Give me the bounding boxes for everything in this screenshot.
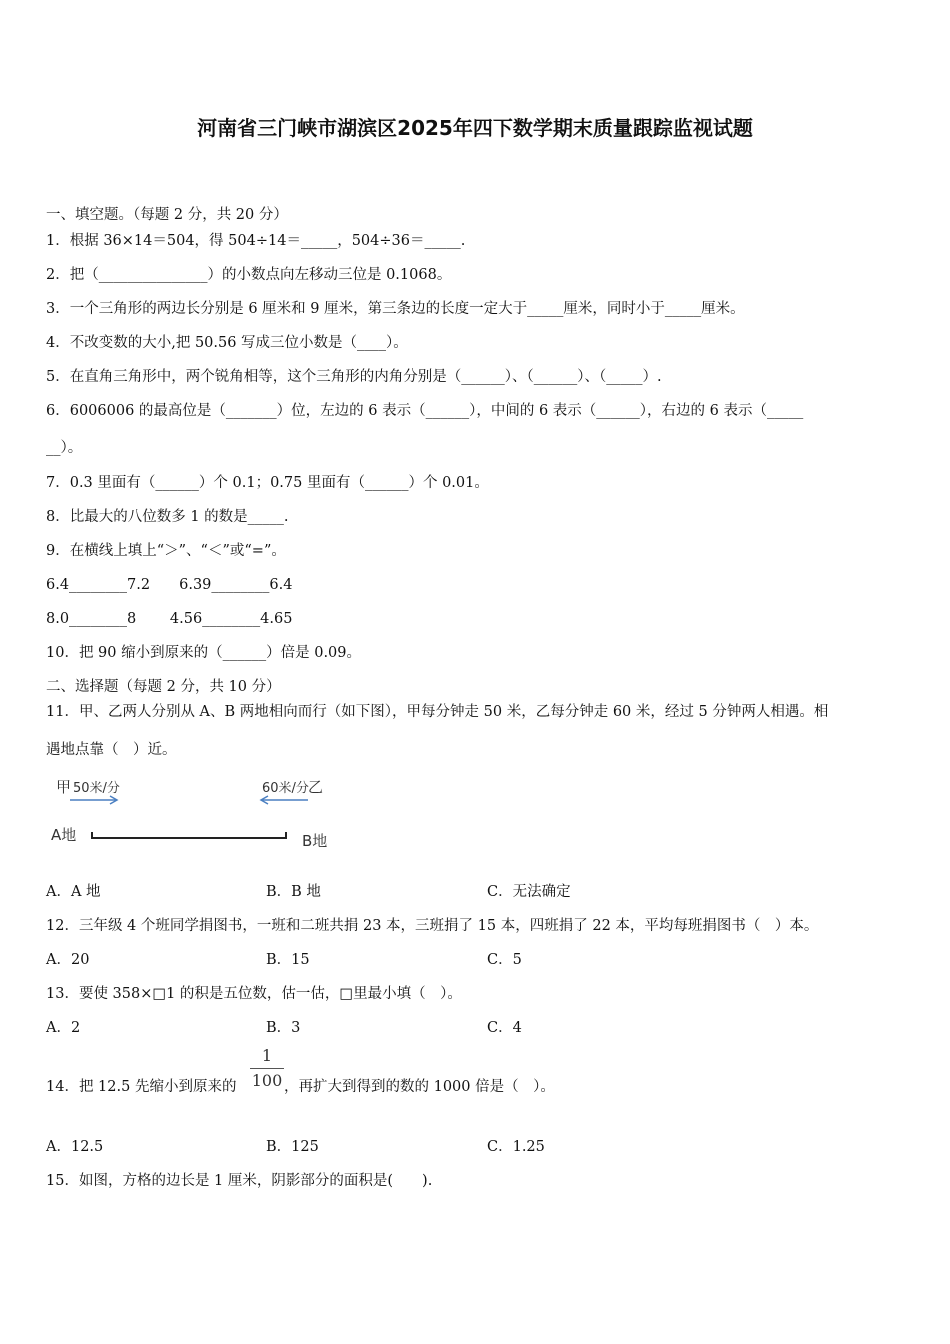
question-6-continued: __）。 <box>46 440 83 456</box>
question-11: 11．甲、乙两人分别从 A、B 两地相向而行（如下图），甲每分钟走 50 米，乙每分钟走 60 米，经过 5 分钟两人相遇。相 <box>46 704 829 720</box>
question-8: 8．比最大的八位数多 1 的数是_____. <box>46 509 289 525</box>
question-9-row-2: 8.0________8 4.56________4.65 <box>46 611 293 627</box>
question-10: 10．把 90 缩小到原来的（______）倍是 0.09。 <box>46 645 362 661</box>
section-heading-multiple-choice: 二、选择题（每题 2 分，共 10 分） <box>46 679 281 695</box>
question-6: 6．6006006 的最高位是（_______）位，左边的 6 表示（______），中间的 6 表示（______），右边的 6 表示（_____ <box>46 403 804 419</box>
person-jia-label: 甲 <box>56 778 72 796</box>
q12-option-b: B．15 <box>266 952 310 968</box>
question-2: 2．把（_______________）的小数点向左移动三位是 0.1068。 <box>46 267 452 283</box>
point-b-label: B地 <box>302 832 328 850</box>
q14-option-c: C．1.25 <box>487 1139 545 1155</box>
question-14-suffix: ，再扩大到得到的数的 1000 倍是（ ）。 <box>284 1079 555 1095</box>
page-title: 河南省三门峡市湖滨区2025年四下数学期末质量跟踪监视试题 <box>197 116 753 140</box>
q13-option-b: B．3 <box>266 1020 301 1036</box>
fraction-denominator: 100 <box>251 1071 283 1090</box>
q12-option-c: C．5 <box>487 952 522 968</box>
q11-option-a: A．A 地 <box>46 884 101 900</box>
question-1: 1．根据 36×14＝504，得 504÷14＝_____，504÷36＝_____. <box>46 233 466 249</box>
question-9: 9．在横线上填上“＞”、“＜”或“=”。 <box>46 543 286 559</box>
question-3: 3．一个三角形的两边长分别是 6 厘米和 9 厘米，第三条边的长度一定大于_____厘米，同时小于_____厘米。 <box>46 301 745 317</box>
question-7: 7．0.3 里面有（______）个 0.1；0.75 里面有（______）个 0.01。 <box>46 475 489 491</box>
fraction-numerator: 1 <box>261 1046 273 1065</box>
section-heading-fill-in: 一、填空题。（每题 2 分，共 20 分） <box>46 207 288 223</box>
question-13: 13．要使 358×□1 的积是五位数，估一估，□里最小填（ ）。 <box>46 986 462 1002</box>
question-4: 4．不改变数的大小,把 50.56 写成三位小数是（____）。 <box>46 335 408 351</box>
question-14-prefix: 14．把 12.5 先缩小到原来的 <box>46 1079 237 1095</box>
q11-option-c: C．无法确定 <box>487 884 571 900</box>
q12-option-a: A．20 <box>46 952 90 968</box>
fraction-bar <box>250 1068 284 1069</box>
fraction-one-hundredth <box>250 1046 284 1091</box>
q14-option-b: B．125 <box>266 1139 319 1155</box>
person-yi-speed: 60米/分 <box>262 781 309 796</box>
question-9-row-1: 6.4________7.2 6.39________6.4 <box>46 577 293 593</box>
person-yi-label: 乙 <box>308 778 324 796</box>
q14-option-a: A．12.5 <box>46 1139 104 1155</box>
q13-option-c: C．4 <box>487 1020 522 1036</box>
person-jia-speed: 50米/分 <box>73 781 120 796</box>
question-15: 15．如图，方格的边长是 1 厘米，阴影部分的面积是( ). <box>46 1173 433 1189</box>
question-11-continued: 遇地点靠（ ）近。 <box>46 742 177 758</box>
distance-segment <box>92 832 286 838</box>
question-5: 5．在直角三角形中，两个锐角相等，这个三角形的内角分别是（______）、（______）、（_____）. <box>46 369 662 385</box>
meeting-diagram <box>46 770 346 860</box>
q13-option-a: A．2 <box>46 1020 81 1036</box>
point-a-label: A地 <box>51 826 77 844</box>
q11-option-b: B．B 地 <box>266 884 321 900</box>
question-12: 12．三年级 4 个班同学捐图书，一班和二班共捐 23 本，三班捐了 15 本，四班捐了 22 本，平均每班捐图书（ ）本。 <box>46 918 819 934</box>
